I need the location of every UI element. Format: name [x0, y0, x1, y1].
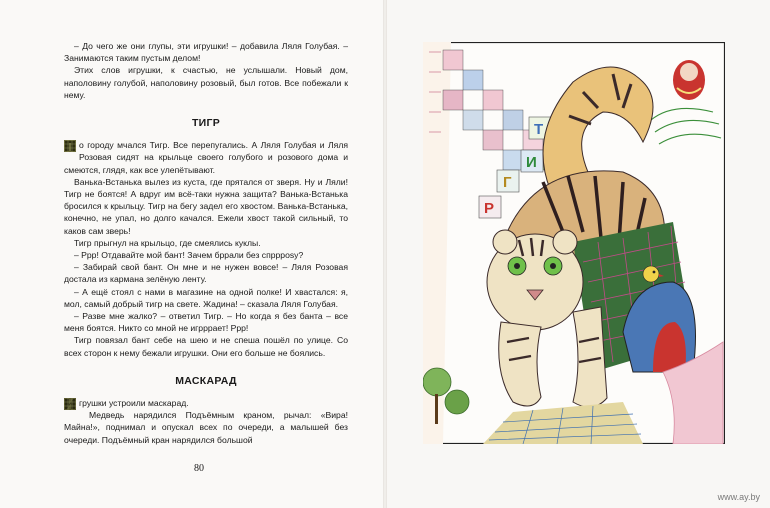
tiger-paragraph-6: – А ещё стоял с нами в магазине на одной полке! И хвастался: я, мол, самый добрый тигр на свете. Жадина! – сказала Ляля Голубая. — [64, 286, 348, 309]
letter-t: Т — [534, 121, 544, 138]
tiger-paragraph-2: Ванька-Встанька вылез из куста, где прятался от зверя. Ну и Ляли! Тигр не боятся! А вдруг им всё-таки нужна защита? Ванька-Встанька бросился к крыльцу. Тигр на бегу задел его хвостом. Ванька-Встанька, конечно, не упал, но долго качался. Ежели хвост такой сильный, то каков сам зверь! — [64, 176, 348, 236]
tiger-paragraph-5: – Забирай свой бант. Он мне и не нужен вовсе! – Ляля Розовая достала из кармана зелёную ленту. — [64, 262, 348, 285]
intro-paragraph-1: – До чего же они глупы, эти игрушки! – добавила Ляля Голубая. – Занимаются таким пустым делом! — [64, 41, 348, 64]
tiger-paragraph-3: Тигр прыгнул на крыльцо, где смеялись куклы. — [74, 237, 261, 248]
text-column — [64, 40, 348, 446]
letter-r: Р — [484, 200, 495, 217]
letter-g: Г — [503, 174, 512, 191]
tiger-paragraph-first-text: о городу мчался Тигр. Все перепугались. А Ляля Голубая и Ляля Розовая сидят на крыльце своего голубого и розового дома и смеются, глядя, как все улепётывают. — [64, 140, 348, 175]
book-gutter — [383, 0, 387, 508]
page-number: 80 — [194, 463, 204, 474]
letter-i: И — [526, 154, 537, 171]
tiger-heading: ТИГР — [191, 117, 221, 130]
watermark: www.ay.by — [717, 492, 760, 502]
intro-paragraph-2: Этих слов игрушки, к счастью, не услышали. Новый дом, наполовину голубой, наполовину розовый, был готов. Все побежали к нему. — [64, 65, 348, 100]
dropcap-i-icon — [64, 398, 76, 410]
matryoshka-icon — [673, 60, 705, 100]
masquerade-paragraph-first-text: грушки устроили маскарад. — [79, 398, 189, 409]
tiger-paragraph-4: – Ррр! Отдавайте мой бант! Зачем бррали без спрррosy? — [74, 250, 304, 261]
masquerade-heading: МАСКАРАД — [175, 374, 237, 387]
masquerade-paragraph-first — [64, 397, 348, 409]
tiger-paragraph-first — [64, 139, 348, 176]
tiger-paragraph-8: Тигр повязал бант себе на шею и не спеша пошёл по улице. Со всех сторон к нему бежали игрушки. Они его больше не боялись. — [64, 335, 348, 358]
tiger-paragraph-7: – Разве мне жалко? – ответил Тигр. – Но когда я без банта – все меня боятся. Никто со мной не игрррает! Ррр! — [64, 311, 348, 334]
masquerade-paragraph-2: Медведь нарядился Подъёмным краном, рычал: «Вира! Майна!», поднимал и опускал всех по очереди, а малышей без очереди. Подъёмный кран нарядился большой — [64, 410, 348, 445]
tiger-illustration — [423, 42, 725, 444]
dropcap-p-icon — [64, 140, 76, 152]
